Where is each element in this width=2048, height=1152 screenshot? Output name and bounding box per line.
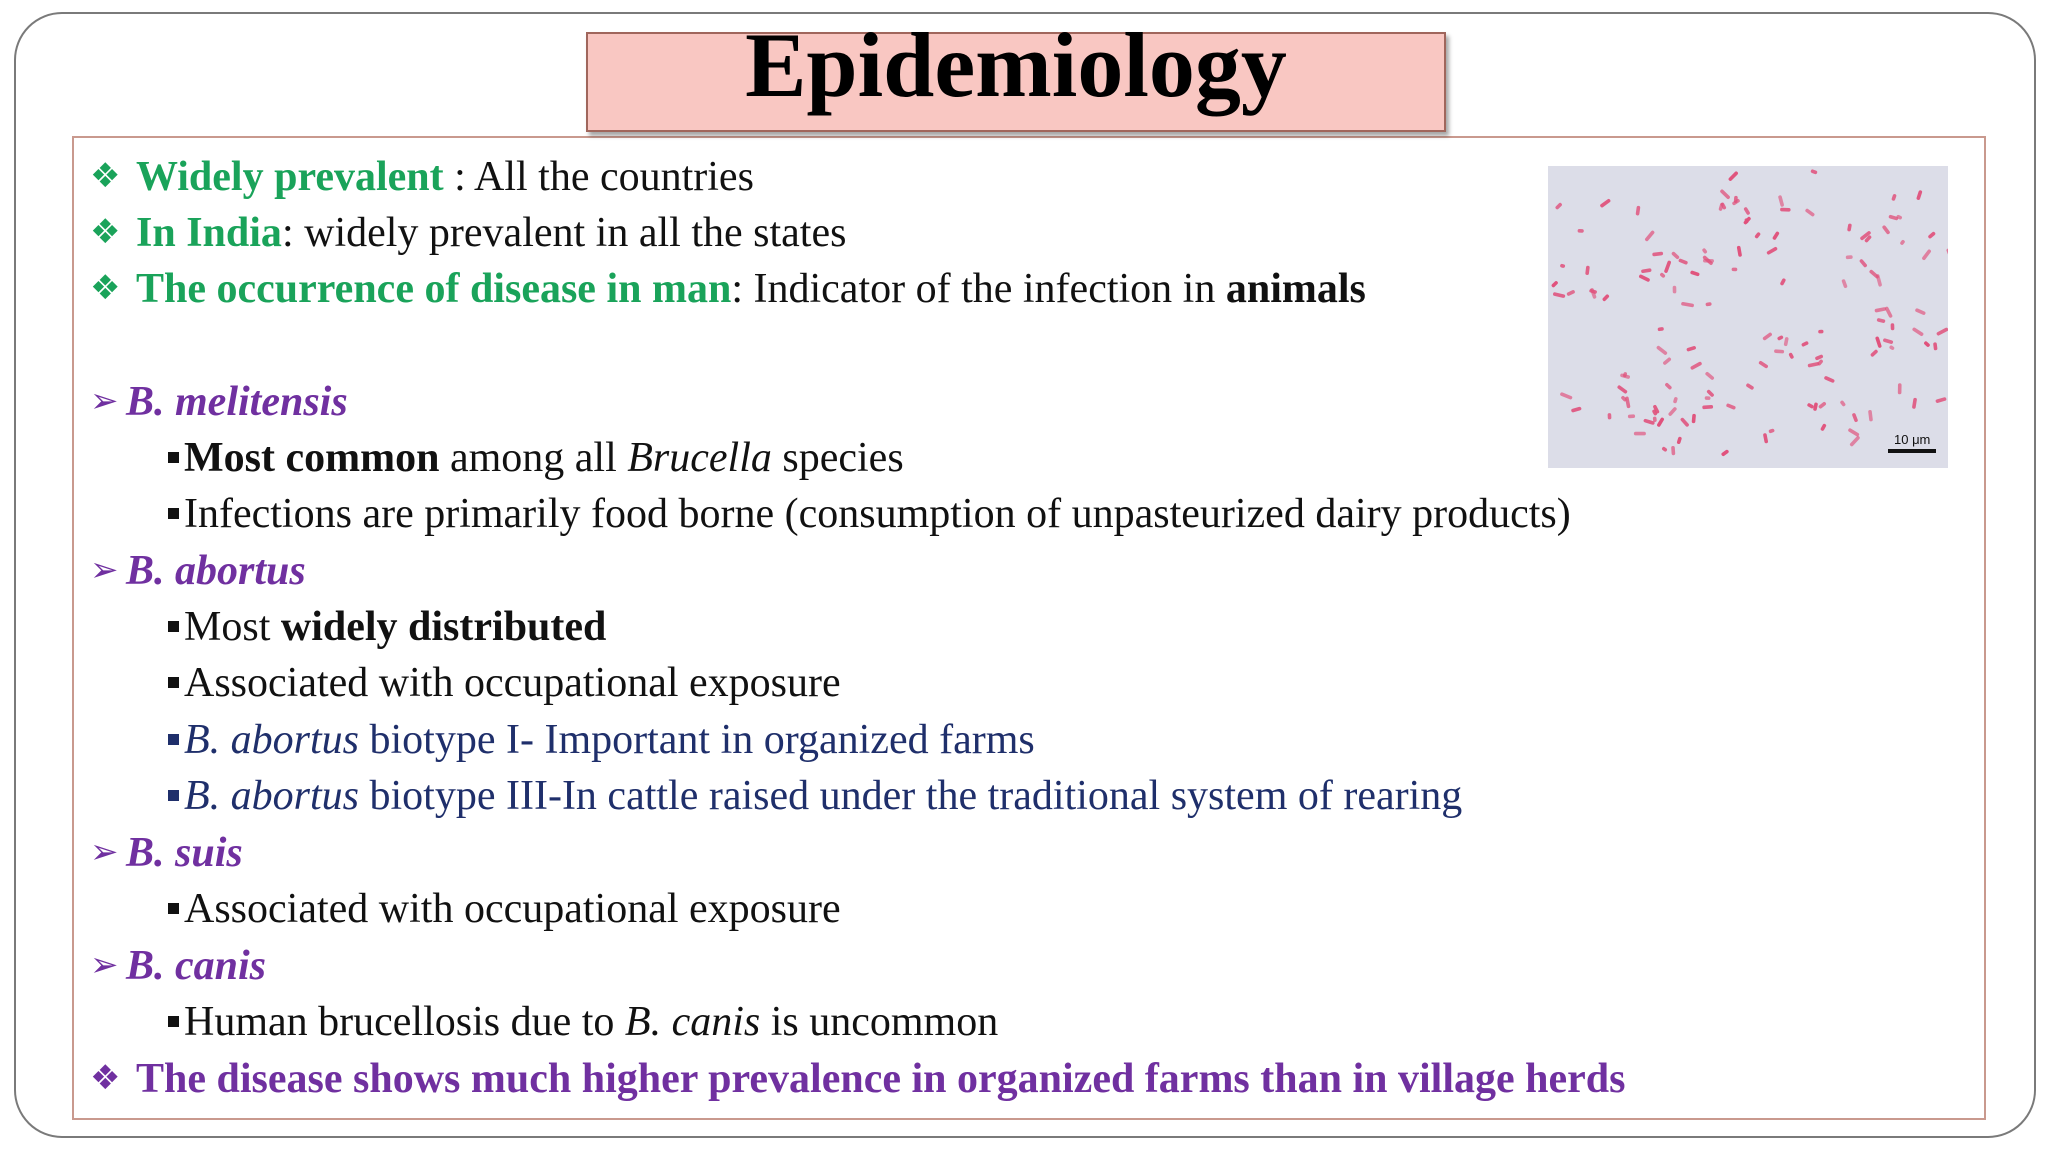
bacterium-rod <box>1891 323 1895 330</box>
micrograph-svg <box>1548 166 1948 468</box>
square-bullet-icon <box>168 734 179 745</box>
arrow-bullet-icon: ➢ <box>90 832 119 872</box>
title-box <box>586 14 1446 132</box>
diamond-bullet-icon: ❖ <box>90 212 121 252</box>
bacterium-rod <box>1774 349 1784 353</box>
arrow-bullet-icon: ➢ <box>90 381 119 421</box>
list-item: Most widely distributed <box>168 599 606 655</box>
bacterium-rod <box>1578 229 1584 233</box>
square-bullet-icon <box>168 1016 179 1027</box>
bacteria-micrograph <box>1548 166 1948 468</box>
bacterium-rod <box>1818 330 1823 334</box>
square-bullet-icon <box>168 508 179 519</box>
list-item: B. abortus biotype I- Important in organized farms <box>168 712 1035 768</box>
bacterium-rod <box>1705 396 1711 400</box>
page-title: Epidemiology <box>745 14 1287 116</box>
scale-bar-label: 10 μm <box>1894 432 1931 447</box>
species-heading-melitensis: ➢ B. melitensis <box>90 373 348 430</box>
list-item: B. abortus biotype III-In cattle raised under the traditional system of rearing <box>168 768 1462 824</box>
bacterium-rod <box>1846 255 1853 259</box>
list-item: Most common among all Brucella species <box>168 430 904 486</box>
bacterium-rod <box>1780 208 1791 212</box>
square-bullet-icon <box>168 790 179 801</box>
bacterium-rod <box>1673 286 1677 294</box>
conclusion-line: ❖ The disease shows much higher prevalence in organized farms than in village herds <box>90 1050 1626 1107</box>
intro-line-1: ❖ Widely prevalent : All the countries <box>90 148 754 205</box>
intro-line-3: ❖ The occurrence of disease in man: Indicator of the infection in animals <box>90 260 1366 317</box>
diamond-bullet-icon: ❖ <box>90 1058 121 1098</box>
bacterium-rod <box>1703 259 1714 263</box>
square-bullet-icon <box>168 621 179 632</box>
list-item: Associated with occupational exposure <box>168 881 841 937</box>
arrow-bullet-icon: ➢ <box>90 945 119 985</box>
intro-line-2: ❖ In India: widely prevalent in all the states <box>90 204 846 261</box>
square-bullet-icon <box>168 903 179 914</box>
bacterium-rod <box>1898 383 1902 394</box>
bacterium-rod <box>1732 268 1738 272</box>
arrow-bullet-icon: ➢ <box>90 550 119 590</box>
bacterium-rod <box>1608 413 1612 419</box>
bacterium-rod <box>1702 405 1713 409</box>
species-heading-abortus: ➢ B. abortus <box>90 542 306 599</box>
list-item: Human brucellosis due to B. canis is uncommon <box>168 994 998 1050</box>
species-heading-suis: ➢ B. suis <box>90 824 243 881</box>
bacterium-rod <box>1671 446 1675 455</box>
list-item: Associated with occupational exposure <box>168 655 841 711</box>
diamond-bullet-icon: ❖ <box>90 268 121 308</box>
list-item: Infections are primarily food borne (consumption of unpasteurized dairy products) <box>168 486 1571 542</box>
square-bullet-icon <box>168 677 179 688</box>
bacterium-rod <box>1634 432 1646 436</box>
species-heading-canis: ➢ B. canis <box>90 937 266 994</box>
diamond-bullet-icon: ❖ <box>90 156 121 196</box>
square-bullet-icon <box>168 452 179 463</box>
bacterium-rod <box>1628 414 1635 418</box>
